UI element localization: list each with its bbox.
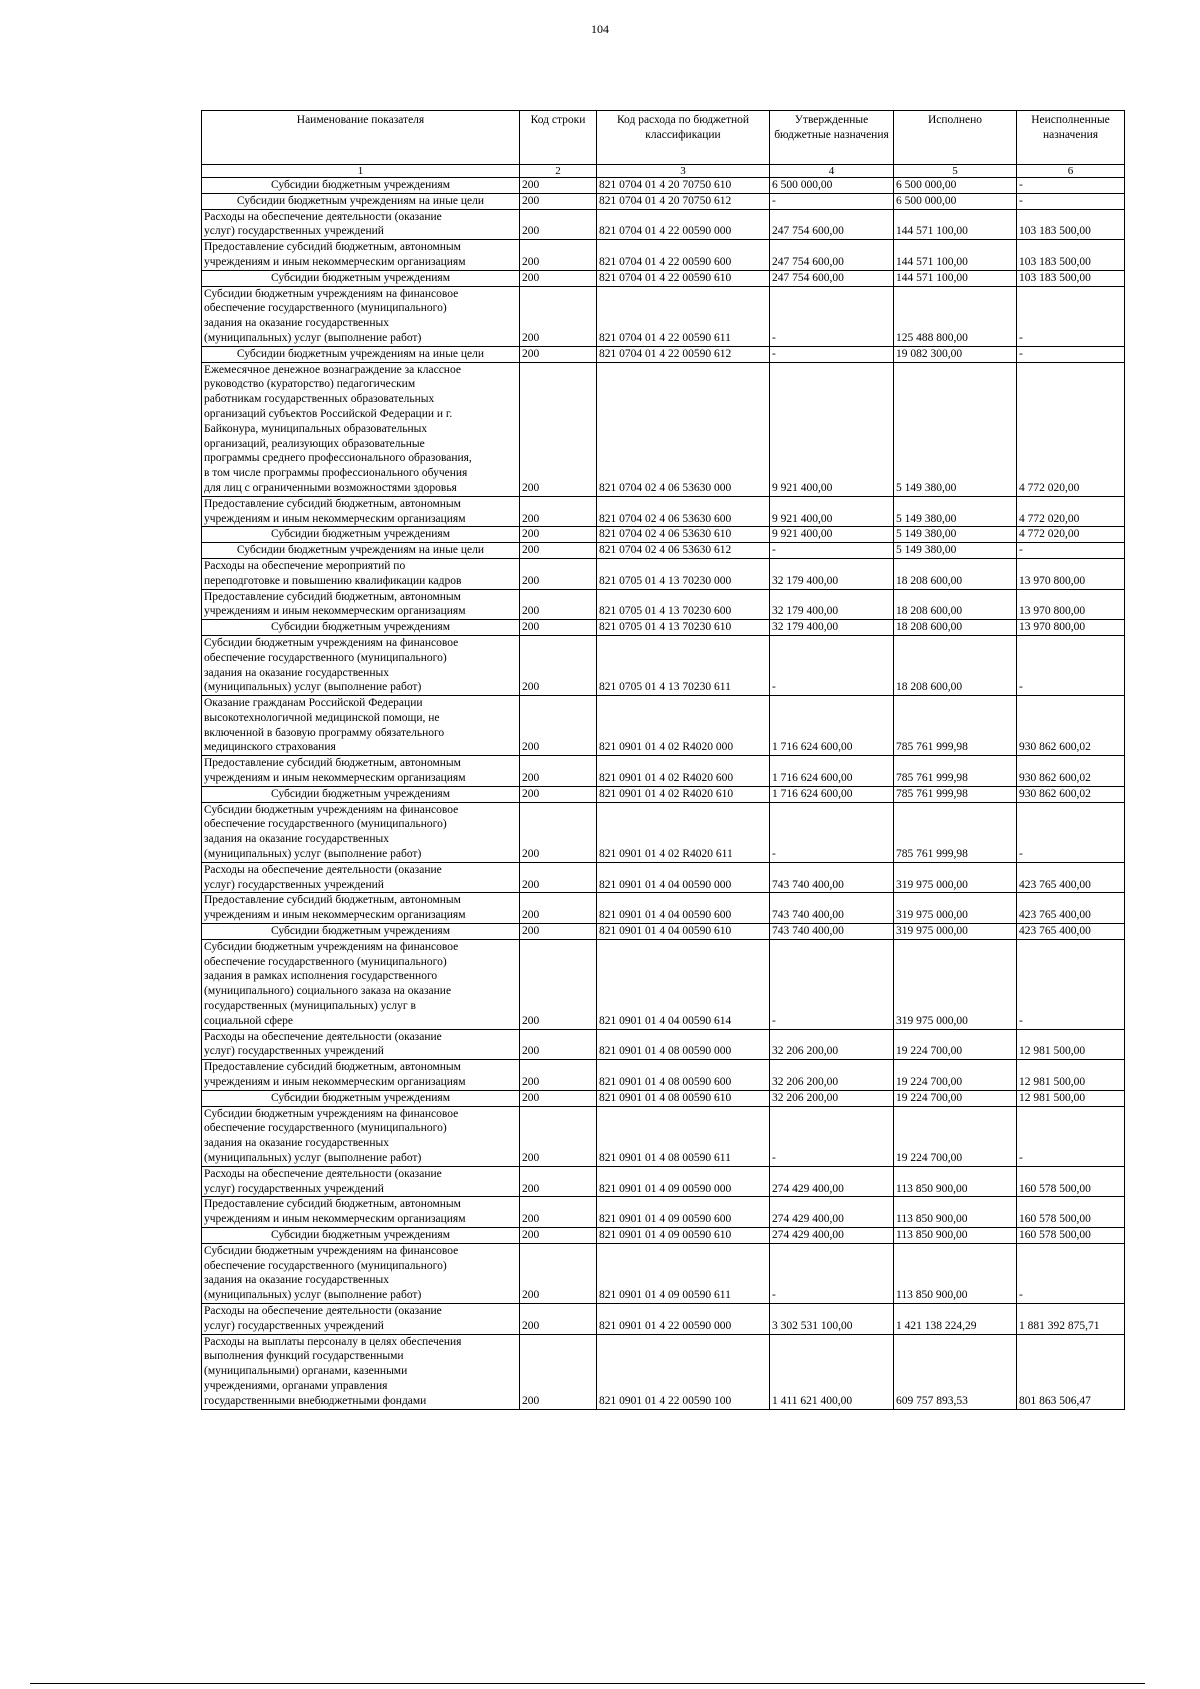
row-unexecuted: 103 183 500,00 — [1017, 240, 1125, 271]
row-expense-code: 821 0901 01 4 09 00590 611 — [597, 1243, 770, 1303]
row-unexecuted: - — [1017, 1243, 1125, 1303]
row-line-code: 200 — [520, 756, 597, 787]
row-unexecuted: - — [1017, 346, 1125, 362]
row-approved: - — [770, 1243, 894, 1303]
row-approved: 32 179 400,00 — [770, 620, 894, 636]
row-executed: 113 850 900,00 — [894, 1243, 1017, 1303]
table-row — [202, 270, 1125, 286]
row-unexecuted: 160 578 500,00 — [1017, 1227, 1125, 1243]
table-row — [202, 1029, 1125, 1060]
row-executed: 125 488 800,00 — [894, 286, 1017, 346]
row-approved: 32 179 400,00 — [770, 589, 894, 620]
row-line-code: 200 — [520, 924, 597, 940]
row-line-code: 200 — [520, 346, 597, 362]
table-row — [202, 696, 1125, 756]
row-name: Ежемесячное денежное вознаграждение за классное руководство (кураторство) педагогическим работникам государственных образовательных организаций субъектов Российской Федерации и г. Байконура, муниципальных образовательных организаций, реализующих образовательные программы среднего профессионального образования, в том числе программы профессионального обучения для лиц с ограниченными возможностями здоровья — [202, 362, 520, 496]
row-executed: 5 149 380,00 — [894, 362, 1017, 496]
row-executed: 609 757 893,53 — [894, 1334, 1017, 1409]
row-approved: 32 206 200,00 — [770, 1060, 894, 1091]
row-expense-code: 821 0901 01 4 08 00590 611 — [597, 1106, 770, 1166]
row-line-code: 200 — [520, 209, 597, 240]
row-executed: 144 571 100,00 — [894, 209, 1017, 240]
row-name: Субсидии бюджетным учреждениям на финансовое обеспечение государственного (муниципального) задания на оказание государственных (муниципальных) услуг (выполнение работ) — [202, 802, 520, 862]
row-approved: 274 429 400,00 — [770, 1227, 894, 1243]
row-approved: 32 206 200,00 — [770, 1090, 894, 1106]
row-executed: 113 850 900,00 — [894, 1197, 1017, 1228]
row-line-code: 200 — [520, 362, 597, 496]
header-unexecuted: Неисполненные назначения — [1017, 111, 1125, 165]
row-approved: 743 740 400,00 — [770, 862, 894, 893]
row-expense-code: 821 0901 01 4 04 00590 000 — [597, 862, 770, 893]
row-executed: 5 149 380,00 — [894, 543, 1017, 559]
row-line-code: 200 — [520, 558, 597, 589]
row-executed: 18 208 600,00 — [894, 620, 1017, 636]
table-row — [202, 802, 1125, 862]
row-expense-code: 821 0704 01 4 22 00590 612 — [597, 346, 770, 362]
row-unexecuted: 13 970 800,00 — [1017, 620, 1125, 636]
row-name: Субсидии бюджетным учреждениям — [202, 178, 520, 194]
row-executed: 319 975 000,00 — [894, 862, 1017, 893]
header-expense-code: Код расхода по бюджетной классификации — [597, 111, 770, 165]
row-line-code: 200 — [520, 893, 597, 924]
row-executed: 19 224 700,00 — [894, 1060, 1017, 1091]
row-approved: - — [770, 1106, 894, 1166]
table-row — [202, 1334, 1125, 1409]
row-expense-code: 821 0901 01 4 08 00590 610 — [597, 1090, 770, 1106]
row-name: Расходы на выплаты персоналу в целях обеспечения выполнения функций государственными (муниципальными) органами, казенными учреждениями, органами управления государственными внебюджетными фондами — [202, 1334, 520, 1409]
row-expense-code: 821 0704 02 4 06 53630 000 — [597, 362, 770, 496]
row-expense-code: 821 0705 01 4 13 70230 611 — [597, 635, 770, 695]
column-number: 1 — [202, 165, 520, 178]
row-name: Субсидии бюджетным учреждениям — [202, 527, 520, 543]
row-unexecuted: - — [1017, 178, 1125, 194]
row-executed: 6 500 000,00 — [894, 178, 1017, 194]
row-line-code: 200 — [520, 543, 597, 559]
row-line-code: 200 — [520, 1197, 597, 1228]
row-executed: 319 975 000,00 — [894, 924, 1017, 940]
row-approved: 274 429 400,00 — [770, 1166, 894, 1197]
row-approved: - — [770, 193, 894, 209]
row-line-code: 200 — [520, 1090, 597, 1106]
row-line-code: 200 — [520, 1334, 597, 1409]
row-line-code: 200 — [520, 939, 597, 1029]
row-name: Субсидии бюджетным учреждениям — [202, 1227, 520, 1243]
row-line-code: 200 — [520, 270, 597, 286]
row-name: Субсидии бюджетным учреждениям на финансовое обеспечение государственного (муниципального) задания на оказание государственных (муниципальных) услуг (выполнение работ) — [202, 286, 520, 346]
row-expense-code: 821 0901 01 4 09 00590 610 — [597, 1227, 770, 1243]
header-approved: Утвержденные бюджетные назначения — [770, 111, 894, 165]
budget-execution-table — [201, 110, 1125, 1410]
row-line-code: 200 — [520, 286, 597, 346]
header-row — [202, 111, 1125, 165]
row-approved: 32 206 200,00 — [770, 1029, 894, 1060]
row-approved: 9 921 400,00 — [770, 496, 894, 527]
row-expense-code: 821 0901 01 4 04 00590 600 — [597, 893, 770, 924]
row-line-code: 200 — [520, 527, 597, 543]
row-approved: - — [770, 286, 894, 346]
table-row — [202, 1106, 1125, 1166]
row-expense-code: 821 0901 01 4 08 00590 600 — [597, 1060, 770, 1091]
row-executed: 785 761 999,98 — [894, 786, 1017, 802]
row-unexecuted: 103 183 500,00 — [1017, 270, 1125, 286]
row-approved: 1 716 624 600,00 — [770, 786, 894, 802]
row-unexecuted: 930 862 600,02 — [1017, 756, 1125, 787]
table-row — [202, 1303, 1125, 1334]
row-approved: 1 716 624 600,00 — [770, 756, 894, 787]
table-row — [202, 756, 1125, 787]
row-expense-code: 821 0901 01 4 09 00590 000 — [597, 1166, 770, 1197]
row-expense-code: 821 0704 02 4 06 53630 600 — [597, 496, 770, 527]
row-name: Субсидии бюджетным учреждениям — [202, 270, 520, 286]
page-number: 104 — [591, 22, 609, 36]
row-expense-code: 821 0901 01 4 08 00590 000 — [597, 1029, 770, 1060]
table-row — [202, 178, 1125, 194]
row-line-code: 200 — [520, 589, 597, 620]
column-number: 4 — [770, 165, 894, 178]
table-row — [202, 543, 1125, 559]
row-approved: 247 754 600,00 — [770, 209, 894, 240]
row-name: Расходы на обеспечение деятельности (оказание услуг) государственных учреждений — [202, 1166, 520, 1197]
row-approved: 32 179 400,00 — [770, 558, 894, 589]
row-approved: 3 302 531 100,00 — [770, 1303, 894, 1334]
row-line-code: 200 — [520, 178, 597, 194]
row-line-code: 200 — [520, 496, 597, 527]
row-executed: 1 421 138 224,29 — [894, 1303, 1017, 1334]
row-expense-code: 821 0901 01 4 09 00590 600 — [597, 1197, 770, 1228]
table-row — [202, 589, 1125, 620]
row-approved: - — [770, 635, 894, 695]
row-name: Расходы на обеспечение деятельности (оказание услуг) государственных учреждений — [202, 1303, 520, 1334]
row-line-code: 200 — [520, 1029, 597, 1060]
row-expense-code: 821 0704 02 4 06 53630 610 — [597, 527, 770, 543]
row-unexecuted: 423 765 400,00 — [1017, 893, 1125, 924]
row-executed: 18 208 600,00 — [894, 635, 1017, 695]
row-unexecuted: - — [1017, 1106, 1125, 1166]
row-executed: 144 571 100,00 — [894, 240, 1017, 271]
row-unexecuted: 160 578 500,00 — [1017, 1166, 1125, 1197]
table-row — [202, 209, 1125, 240]
row-name: Субсидии бюджетным учреждениям — [202, 786, 520, 802]
row-line-code: 200 — [520, 1166, 597, 1197]
row-executed: 18 208 600,00 — [894, 558, 1017, 589]
row-name: Предоставление субсидий бюджетным, автономным учреждениям и иным некоммерческим организациям — [202, 893, 520, 924]
row-name: Расходы на обеспечение мероприятий по переподготовке и повышению квалификации кадров — [202, 558, 520, 589]
row-approved: - — [770, 543, 894, 559]
table-row — [202, 193, 1125, 209]
row-unexecuted: 160 578 500,00 — [1017, 1197, 1125, 1228]
table-row — [202, 496, 1125, 527]
table-row — [202, 1227, 1125, 1243]
row-line-code: 200 — [520, 193, 597, 209]
row-line-code: 200 — [520, 696, 597, 756]
row-expense-code: 821 0901 01 4 22 00590 000 — [597, 1303, 770, 1334]
row-expense-code: 821 0705 01 4 13 70230 600 — [597, 589, 770, 620]
row-name: Субсидии бюджетным учреждениям на иные цели — [202, 543, 520, 559]
row-approved: - — [770, 346, 894, 362]
row-name: Субсидии бюджетным учреждениям на финансовое обеспечение государственного (муниципального) задания в рамках исполнения государственного (муниципального) социального заказа на оказание государственных (муниципальных) услуг в социальной сфере — [202, 939, 520, 1029]
row-executed: 19 224 700,00 — [894, 1106, 1017, 1166]
row-line-code: 200 — [520, 240, 597, 271]
row-expense-code: 821 0705 01 4 13 70230 000 — [597, 558, 770, 589]
row-line-code: 200 — [520, 1303, 597, 1334]
row-executed: 785 761 999,98 — [894, 696, 1017, 756]
row-unexecuted: 930 862 600,02 — [1017, 786, 1125, 802]
row-executed: 5 149 380,00 — [894, 496, 1017, 527]
header-line-code: Код строки — [520, 111, 597, 165]
row-unexecuted: 12 981 500,00 — [1017, 1090, 1125, 1106]
row-executed: 113 850 900,00 — [894, 1166, 1017, 1197]
row-name: Предоставление субсидий бюджетным, автономным учреждениям и иным некоммерческим организациям — [202, 496, 520, 527]
row-executed: 113 850 900,00 — [894, 1227, 1017, 1243]
row-executed: 785 761 999,98 — [894, 756, 1017, 787]
row-name: Субсидии бюджетным учреждениям на финансовое обеспечение государственного (муниципального) задания на оказание государственных (муниципальных) услуг (выполнение работ) — [202, 635, 520, 695]
row-unexecuted: 103 183 500,00 — [1017, 209, 1125, 240]
table-row — [202, 939, 1125, 1029]
row-expense-code: 821 0704 02 4 06 53630 612 — [597, 543, 770, 559]
row-expense-code: 821 0901 01 4 04 00590 614 — [597, 939, 770, 1029]
row-approved: 743 740 400,00 — [770, 893, 894, 924]
table-row — [202, 924, 1125, 940]
column-number: 6 — [1017, 165, 1125, 178]
table-row — [202, 1090, 1125, 1106]
row-line-code: 200 — [520, 1060, 597, 1091]
row-name: Субсидии бюджетным учреждениям — [202, 924, 520, 940]
row-executed: 18 208 600,00 — [894, 589, 1017, 620]
row-unexecuted: 4 772 020,00 — [1017, 527, 1125, 543]
row-unexecuted: - — [1017, 802, 1125, 862]
table-row — [202, 1197, 1125, 1228]
row-executed: 785 761 999,98 — [894, 802, 1017, 862]
row-approved: - — [770, 939, 894, 1029]
row-expense-code: 821 0901 01 4 02 R4020 610 — [597, 786, 770, 802]
row-executed: 319 975 000,00 — [894, 939, 1017, 1029]
row-name: Оказание гражданам Российской Федерации высокотехнологичной медицинской помощи, не включенной в базовую программу обязательного медицинского страхования — [202, 696, 520, 756]
row-name: Субсидии бюджетным учреждениям на иные цели — [202, 346, 520, 362]
row-line-code: 200 — [520, 786, 597, 802]
row-unexecuted: 423 765 400,00 — [1017, 924, 1125, 940]
row-unexecuted: 1 881 392 875,71 — [1017, 1303, 1125, 1334]
table-row — [202, 1243, 1125, 1303]
row-name: Субсидии бюджетным учреждениям на финансовое обеспечение государственного (муниципального) задания на оказание государственных (муниципальных) услуг (выполнение работ) — [202, 1106, 520, 1166]
row-line-code: 200 — [520, 1243, 597, 1303]
row-expense-code: 821 0705 01 4 13 70230 610 — [597, 620, 770, 636]
row-unexecuted: 12 981 500,00 — [1017, 1060, 1125, 1091]
row-approved: 1 716 624 600,00 — [770, 696, 894, 756]
table-row — [202, 786, 1125, 802]
row-name: Расходы на обеспечение деятельности (оказание услуг) государственных учреждений — [202, 209, 520, 240]
row-name: Предоставление субсидий бюджетным, автономным учреждениям и иным некоммерческим организациям — [202, 240, 520, 271]
row-approved: 274 429 400,00 — [770, 1197, 894, 1228]
row-approved: 6 500 000,00 — [770, 178, 894, 194]
row-expense-code: 821 0901 01 4 02 R4020 611 — [597, 802, 770, 862]
row-approved: 9 921 400,00 — [770, 527, 894, 543]
row-expense-code: 821 0901 01 4 02 R4020 000 — [597, 696, 770, 756]
row-executed: 19 224 700,00 — [894, 1029, 1017, 1060]
row-name: Субсидии бюджетным учреждениям — [202, 1090, 520, 1106]
table-row — [202, 1060, 1125, 1091]
row-line-code: 200 — [520, 862, 597, 893]
row-expense-code: 821 0704 01 4 22 00590 610 — [597, 270, 770, 286]
row-unexecuted: 4 772 020,00 — [1017, 496, 1125, 527]
row-unexecuted: - — [1017, 939, 1125, 1029]
row-executed: 5 149 380,00 — [894, 527, 1017, 543]
table-row — [202, 346, 1125, 362]
row-expense-code: 821 0901 01 4 22 00590 100 — [597, 1334, 770, 1409]
row-unexecuted: - — [1017, 543, 1125, 559]
row-executed: 144 571 100,00 — [894, 270, 1017, 286]
row-line-code: 200 — [520, 620, 597, 636]
row-unexecuted: 4 772 020,00 — [1017, 362, 1125, 496]
table-row — [202, 558, 1125, 589]
row-executed: 19 082 300,00 — [894, 346, 1017, 362]
table-row — [202, 1166, 1125, 1197]
row-line-code: 200 — [520, 1227, 597, 1243]
row-name: Предоставление субсидий бюджетным, автономным учреждениям и иным некоммерческим организациям — [202, 1060, 520, 1091]
row-name: Субсидии бюджетным учреждениям на финансовое обеспечение государственного (муниципального) задания на оказание государственных (муниципальных) услуг (выполнение работ) — [202, 1243, 520, 1303]
row-expense-code: 821 0901 01 4 04 00590 610 — [597, 924, 770, 940]
row-unexecuted: 13 970 800,00 — [1017, 558, 1125, 589]
row-unexecuted: 12 981 500,00 — [1017, 1029, 1125, 1060]
column-number: 2 — [520, 165, 597, 178]
row-unexecuted: 930 862 600,02 — [1017, 696, 1125, 756]
row-line-code: 200 — [520, 802, 597, 862]
row-name: Предоставление субсидий бюджетным, автономным учреждениям и иным некоммерческим организациям — [202, 756, 520, 787]
row-unexecuted: - — [1017, 286, 1125, 346]
header-name: Наименование показателя — [202, 111, 520, 165]
table-row — [202, 893, 1125, 924]
row-name: Субсидии бюджетным учреждениям — [202, 620, 520, 636]
row-unexecuted: 13 970 800,00 — [1017, 589, 1125, 620]
row-expense-code: 821 0901 01 4 02 R4020 600 — [597, 756, 770, 787]
row-line-code: 200 — [520, 1106, 597, 1166]
row-approved: - — [770, 802, 894, 862]
row-name: Предоставление субсидий бюджетным, автономным учреждениям и иным некоммерческим организациям — [202, 1197, 520, 1228]
table-row — [202, 240, 1125, 271]
row-expense-code: 821 0704 01 4 22 00590 000 — [597, 209, 770, 240]
row-line-code: 200 — [520, 635, 597, 695]
row-expense-code: 821 0704 01 4 22 00590 600 — [597, 240, 770, 271]
header-executed: Исполнено — [894, 111, 1017, 165]
page-bottom-rule — [30, 1683, 1145, 1684]
column-number: 3 — [597, 165, 770, 178]
table-row — [202, 362, 1125, 496]
row-name: Предоставление субсидий бюджетным, автономным учреждениям и иным некоммерческим организациям — [202, 589, 520, 620]
row-unexecuted: - — [1017, 635, 1125, 695]
row-name: Субсидии бюджетным учреждениям на иные цели — [202, 193, 520, 209]
column-number: 5 — [894, 165, 1017, 178]
row-unexecuted: - — [1017, 193, 1125, 209]
row-expense-code: 821 0704 01 4 22 00590 611 — [597, 286, 770, 346]
row-unexecuted: 423 765 400,00 — [1017, 862, 1125, 893]
row-executed: 6 500 000,00 — [894, 193, 1017, 209]
row-executed: 19 224 700,00 — [894, 1090, 1017, 1106]
table-row — [202, 620, 1125, 636]
row-name: Расходы на обеспечение деятельности (оказание услуг) государственных учреждений — [202, 862, 520, 893]
table-row — [202, 527, 1125, 543]
row-approved: 247 754 600,00 — [770, 270, 894, 286]
row-name: Расходы на обеспечение деятельности (оказание услуг) государственных учреждений — [202, 1029, 520, 1060]
column-number-row — [202, 165, 1125, 178]
row-approved: 743 740 400,00 — [770, 924, 894, 940]
row-expense-code: 821 0704 01 4 20 70750 612 — [597, 193, 770, 209]
row-approved: 1 411 621 400,00 — [770, 1334, 894, 1409]
row-executed: 319 975 000,00 — [894, 893, 1017, 924]
table-row — [202, 862, 1125, 893]
row-approved: 247 754 600,00 — [770, 240, 894, 271]
row-approved: 9 921 400,00 — [770, 362, 894, 496]
table-row — [202, 635, 1125, 695]
row-expense-code: 821 0704 01 4 20 70750 610 — [597, 178, 770, 194]
table-row — [202, 286, 1125, 346]
row-unexecuted: 801 863 506,47 — [1017, 1334, 1125, 1409]
